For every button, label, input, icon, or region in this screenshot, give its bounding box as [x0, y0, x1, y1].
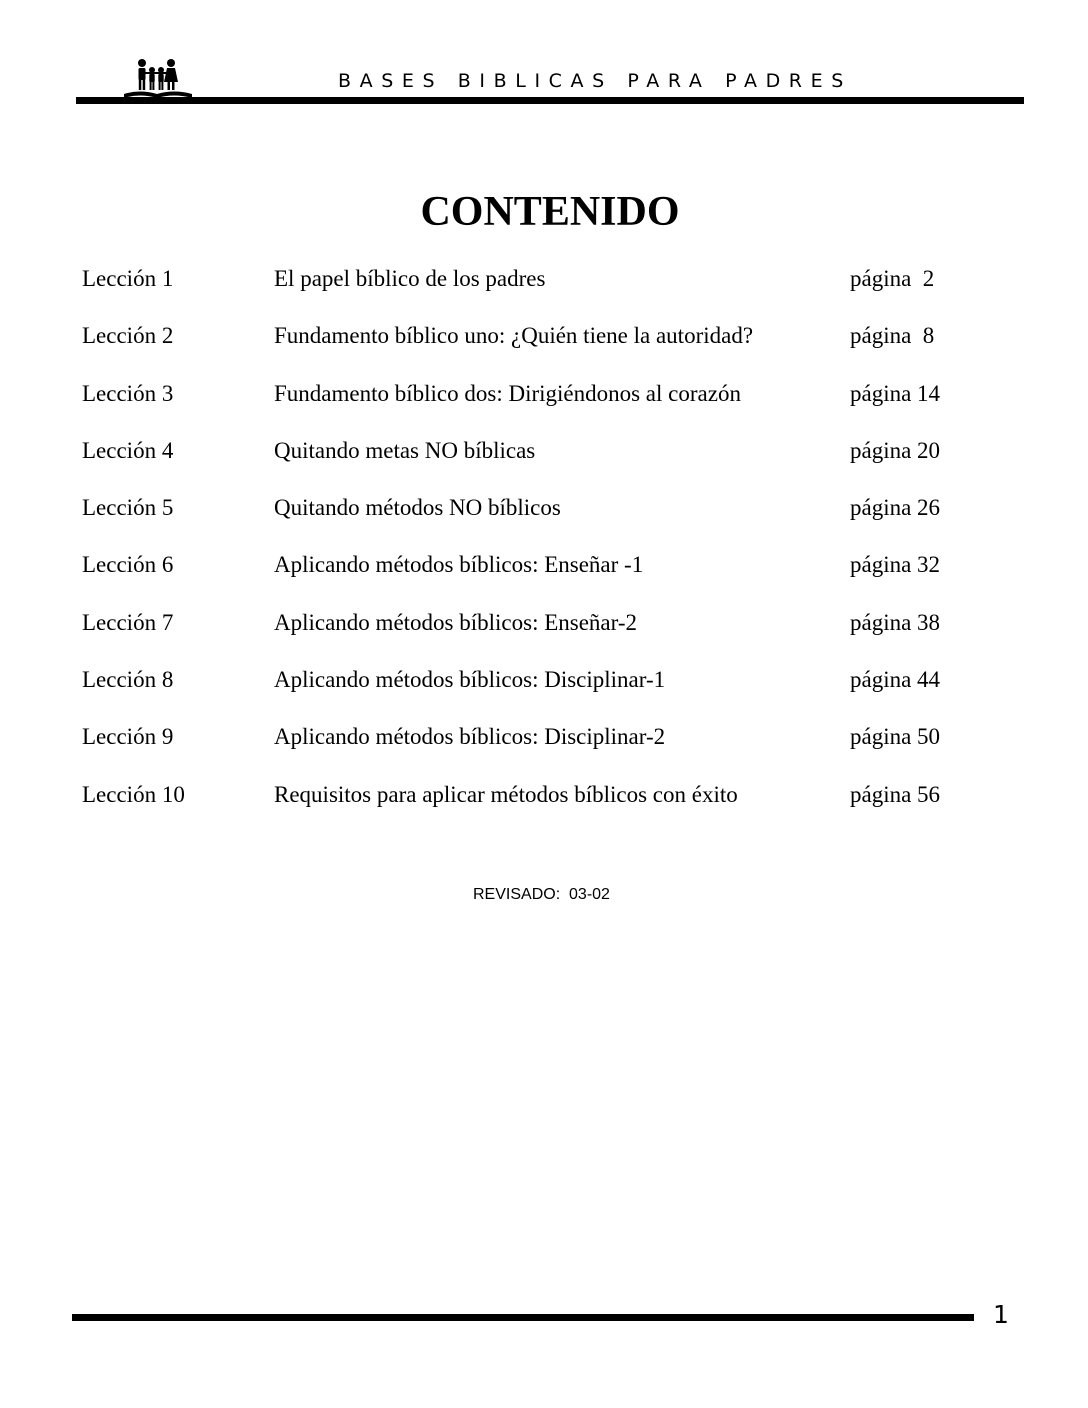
toc-lesson: Lección 10 — [82, 781, 185, 807]
table-of-contents — [82, 262, 982, 835]
page-number: 1 — [993, 1300, 1009, 1329]
toc-title: Fundamento bíblico uno: ¿Quién tiene la autoridad? — [274, 323, 754, 349]
toc-row — [82, 663, 982, 720]
toc-title: Aplicando métodos bíblicos: Disciplinar-2 — [274, 724, 666, 750]
toc-row — [82, 548, 982, 605]
page-header — [76, 52, 1024, 106]
header-title: BASES BIBLICAS PARA PADRES — [338, 70, 852, 92]
toc-title: Quitando metas NO bíblicas — [274, 437, 536, 463]
toc-title: El papel bíblico de los padres — [274, 266, 546, 291]
toc-lesson: Lección 3 — [82, 380, 174, 406]
toc-title: Aplicando métodos bíblicos: Enseñar-2 — [274, 609, 637, 635]
toc-title: Quitando métodos NO bíblicos — [274, 495, 561, 521]
toc-row — [82, 491, 982, 548]
toc-lesson: Lección 7 — [82, 609, 174, 635]
header-divider — [76, 97, 1024, 104]
footer-divider — [72, 1314, 974, 1321]
toc-page: página 38 — [850, 609, 941, 635]
toc-row — [82, 606, 982, 663]
toc-title: Fundamento bíblico dos: Dirigiéndonos al corazón — [274, 380, 741, 406]
toc-page: página 8 — [850, 323, 935, 349]
toc-lesson: Lección 2 — [82, 323, 174, 349]
toc-title: Aplicando métodos bíblicos: Enseñar -1 — [274, 552, 644, 578]
toc-lesson: Lección 6 — [82, 552, 174, 578]
toc-row — [82, 319, 982, 376]
toc-row — [82, 262, 982, 319]
toc-lesson: Lección 5 — [82, 495, 174, 521]
toc-title: Requisitos para aplicar métodos bíblicos con éxito — [274, 781, 738, 807]
toc-title: Aplicando métodos bíblicos: Disciplinar-1 — [274, 667, 666, 693]
toc-lesson: Lección 1 — [82, 266, 174, 291]
toc-page: página 2 — [850, 266, 935, 291]
toc-row — [82, 434, 982, 491]
toc-page: página 44 — [850, 667, 941, 693]
toc-row — [82, 377, 982, 434]
toc-page: página 50 — [850, 724, 941, 750]
toc-lesson: Lección 4 — [82, 437, 174, 463]
toc-page: página 32 — [850, 552, 941, 578]
toc-page: página 56 — [850, 781, 941, 807]
toc-page: página 26 — [850, 495, 941, 521]
toc-page: página 20 — [850, 437, 941, 463]
revision-note: REVISADO: 03-02 — [473, 886, 610, 903]
toc-page: página 14 — [850, 380, 941, 406]
toc-lesson: Lección 9 — [82, 724, 174, 750]
toc-row — [82, 720, 982, 777]
toc-row — [82, 778, 982, 835]
page-title: CONTENIDO — [420, 189, 680, 235]
toc-lesson: Lección 8 — [82, 667, 174, 693]
